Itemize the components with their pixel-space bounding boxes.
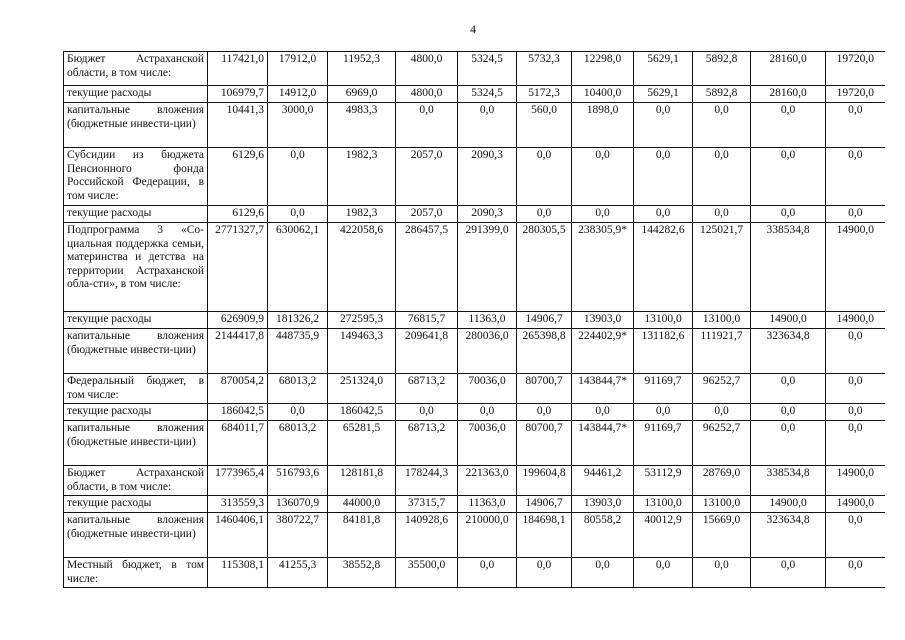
value-cell: 14900,0 [826,223,885,312]
value-cell: 0,0 [458,558,517,588]
value-cell: 14900,0 [751,496,826,513]
value-cell: 181326,2 [268,312,328,329]
value-cell: 0,0 [751,103,826,148]
row-label: текущие расходы [64,86,208,103]
value-cell: 65281,5 [328,421,396,466]
value-cell: 53112,9 [634,466,693,496]
table-row [64,496,885,513]
table-row [64,86,885,103]
value-cell: 338534,8 [751,223,826,312]
value-cell: 28769,0 [693,466,751,496]
value-cell: 128181,8 [328,466,396,496]
value-cell: 1773965,4 [208,466,268,496]
value-cell: 0,0 [751,206,826,223]
row-label: капитальные вложения (бюджетные инвести-ции) [64,421,208,466]
value-cell: 0,0 [634,206,693,223]
value-cell: 14900,0 [751,312,826,329]
value-cell: 221363,0 [458,466,517,496]
value-cell: 448735,9 [268,329,328,374]
value-cell: 68713,2 [396,374,458,404]
value-cell: 125021,7 [693,223,751,312]
value-cell: 12298,0 [572,52,634,86]
value-cell: 2057,0 [396,206,458,223]
value-cell: 0,0 [517,404,572,421]
value-cell: 111921,7 [693,329,751,374]
value-cell: 11952,3 [328,52,396,86]
value-cell: 28160,0 [751,52,826,86]
value-cell: 0,0 [693,404,751,421]
value-cell: 14906,7 [517,496,572,513]
value-cell: 0,0 [634,103,693,148]
value-cell: 0,0 [572,148,634,206]
value-cell: 4983,3 [328,103,396,148]
value-cell: 0,0 [458,103,517,148]
table-row [64,466,885,496]
value-cell: 0,0 [693,558,751,588]
value-cell: 272595,3 [328,312,396,329]
value-cell: 186042,5 [208,404,268,421]
value-cell: 41255,3 [268,558,328,588]
value-cell: 224402,9* [572,329,634,374]
value-cell: 144282,6 [634,223,693,312]
table-row [64,312,885,329]
value-cell: 0,0 [693,103,751,148]
value-cell: 0,0 [826,421,885,466]
value-cell: 28160,0 [751,86,826,103]
value-cell: 280036,0 [458,329,517,374]
value-cell: 14900,0 [826,466,885,496]
value-cell: 0,0 [517,206,572,223]
value-cell: 136070,9 [268,496,328,513]
value-cell: 115308,1 [208,558,268,588]
value-cell: 380722,7 [268,513,328,558]
row-label: капитальные вложения (бюджетные инвести-ции) [64,513,208,558]
row-label: капитальные вложения (бюджетные инвести-ции) [64,103,208,148]
value-cell: 13100,0 [693,312,751,329]
value-cell: 0,0 [396,103,458,148]
value-cell: 286457,5 [396,223,458,312]
value-cell: 338534,8 [751,466,826,496]
value-cell: 0,0 [517,558,572,588]
value-cell: 94461,2 [572,466,634,496]
value-cell: 2144417,8 [208,329,268,374]
row-label: текущие расходы [64,496,208,513]
value-cell: 14912,0 [268,86,328,103]
table-row [64,148,885,206]
value-cell: 0,0 [693,206,751,223]
value-cell: 0,0 [826,558,885,588]
value-cell: 143844,7* [572,421,634,466]
value-cell: 684011,7 [208,421,268,466]
value-cell: 0,0 [826,103,885,148]
value-cell: 4800,0 [396,86,458,103]
value-cell: 80700,7 [517,374,572,404]
value-cell: 14906,7 [517,312,572,329]
value-cell: 422058,6 [328,223,396,312]
row-label: Местный бюджет, в том числе: [64,558,208,588]
value-cell: 0,0 [751,374,826,404]
value-cell: 17912,0 [268,52,328,86]
value-cell: 4800,0 [396,52,458,86]
value-cell: 15669,0 [693,513,751,558]
value-cell: 5629,1 [634,52,693,86]
table-row [64,374,885,404]
value-cell: 5892,8 [693,52,751,86]
value-cell: 19720,0 [826,52,885,86]
value-cell: 0,0 [826,404,885,421]
value-cell: 209641,8 [396,329,458,374]
value-cell: 14900,0 [826,312,885,329]
value-cell: 10441,3 [208,103,268,148]
value-cell: 0,0 [751,421,826,466]
value-cell: 1982,3 [328,148,396,206]
row-label: Подпрограмма 3 «Со-циальная поддержка семьи, материнства и детства на территории Астраханской обла-сти», в том числе: [64,223,208,312]
value-cell: 251324,0 [328,374,396,404]
table-row [64,103,885,148]
value-cell: 1460406,1 [208,513,268,558]
value-cell: 13903,0 [572,496,634,513]
value-cell: 0,0 [634,148,693,206]
value-cell: 0,0 [396,404,458,421]
value-cell: 0,0 [751,404,826,421]
table-row [64,223,885,312]
value-cell: 6129,6 [208,148,268,206]
value-cell: 1898,0 [572,103,634,148]
value-cell: 323634,8 [751,329,826,374]
value-cell: 2057,0 [396,148,458,206]
value-cell: 37315,7 [396,496,458,513]
table-row [64,421,885,466]
value-cell: 313559,3 [208,496,268,513]
value-cell: 0,0 [826,513,885,558]
value-cell: 13100,0 [634,496,693,513]
row-label: капитальные вложения (бюджетные инвести-ции) [64,329,208,374]
value-cell: 84181,8 [328,513,396,558]
value-cell: 68013,2 [268,374,328,404]
value-cell: 10400,0 [572,86,634,103]
value-cell: 323634,8 [751,513,826,558]
value-cell: 131182,6 [634,329,693,374]
value-cell: 13100,0 [693,496,751,513]
value-cell: 14900,0 [826,496,885,513]
value-cell: 5172,3 [517,86,572,103]
value-cell: 6129,6 [208,206,268,223]
value-cell: 0,0 [517,148,572,206]
value-cell: 40012,9 [634,513,693,558]
value-cell: 38552,8 [328,558,396,588]
value-cell: 0,0 [572,206,634,223]
value-cell: 143844,7* [572,374,634,404]
budget-table [63,51,885,588]
table-row [64,52,885,86]
value-cell: 5324,5 [458,52,517,86]
value-cell: 178244,3 [396,466,458,496]
value-cell: 106979,7 [208,86,268,103]
page-number: 4 [470,22,476,36]
value-cell: 5732,3 [517,52,572,86]
value-cell: 96252,7 [693,421,751,466]
value-cell: 516793,6 [268,466,328,496]
value-cell: 5629,1 [634,86,693,103]
value-cell: 0,0 [572,558,634,588]
value-cell: 0,0 [634,404,693,421]
value-cell: 80558,2 [572,513,634,558]
value-cell: 117421,0 [208,52,268,86]
value-cell: 149463,3 [328,329,396,374]
value-cell: 626909,9 [208,312,268,329]
value-cell: 630062,1 [268,223,328,312]
value-cell: 265398,8 [517,329,572,374]
value-cell: 0,0 [826,329,885,374]
value-cell: 0,0 [268,404,328,421]
value-cell: 2771327,7 [208,223,268,312]
value-cell: 0,0 [268,206,328,223]
row-label: Бюджет Астраханской области, в том числе: [64,466,208,496]
value-cell: 210000,0 [458,513,517,558]
value-cell: 0,0 [458,404,517,421]
row-label: текущие расходы [64,404,208,421]
value-cell: 0,0 [826,206,885,223]
value-cell: 70036,0 [458,374,517,404]
value-cell: 1982,3 [328,206,396,223]
value-cell: 2090,3 [458,148,517,206]
value-cell: 238305,9* [572,223,634,312]
value-cell: 291399,0 [458,223,517,312]
value-cell: 870054,2 [208,374,268,404]
table-row [64,513,885,558]
value-cell: 186042,5 [328,404,396,421]
value-cell: 6969,0 [328,86,396,103]
value-cell: 80700,7 [517,421,572,466]
value-cell: 2090,3 [458,206,517,223]
value-cell: 0,0 [572,404,634,421]
value-cell: 68713,2 [396,421,458,466]
value-cell: 0,0 [751,558,826,588]
table-row [64,558,885,588]
table-row [64,404,885,421]
value-cell: 560,0 [517,103,572,148]
value-cell: 0,0 [693,148,751,206]
value-cell: 3000,0 [268,103,328,148]
value-cell: 19720,0 [826,86,885,103]
value-cell: 5892,8 [693,86,751,103]
value-cell: 5324,5 [458,86,517,103]
value-cell: 11363,0 [458,312,517,329]
value-cell: 96252,7 [693,374,751,404]
value-cell: 0,0 [634,558,693,588]
value-cell: 0,0 [826,148,885,206]
table-row [64,329,885,374]
row-label: Бюджет Астраханской области, в том числе: [64,52,208,86]
value-cell: 91169,7 [634,374,693,404]
value-cell: 13903,0 [572,312,634,329]
value-cell: 13100,0 [634,312,693,329]
value-cell: 11363,0 [458,496,517,513]
value-cell: 35500,0 [396,558,458,588]
value-cell: 140928,6 [396,513,458,558]
value-cell: 199604,8 [517,466,572,496]
value-cell: 91169,7 [634,421,693,466]
row-label: Федеральный бюджет, в том числе: [64,374,208,404]
value-cell: 68013,2 [268,421,328,466]
value-cell: 0,0 [826,374,885,404]
value-cell: 70036,0 [458,421,517,466]
value-cell: 0,0 [268,148,328,206]
value-cell: 0,0 [751,148,826,206]
value-cell: 44000,0 [328,496,396,513]
row-label: текущие расходы [64,206,208,223]
row-label: Субсидии из бюджета Пенсионного фонда Российской Федерации, в том числе: [64,148,208,206]
value-cell: 184698,1 [517,513,572,558]
table-row [64,206,885,223]
value-cell: 280305,5 [517,223,572,312]
value-cell: 76815,7 [396,312,458,329]
row-label: текущие расходы [64,312,208,329]
